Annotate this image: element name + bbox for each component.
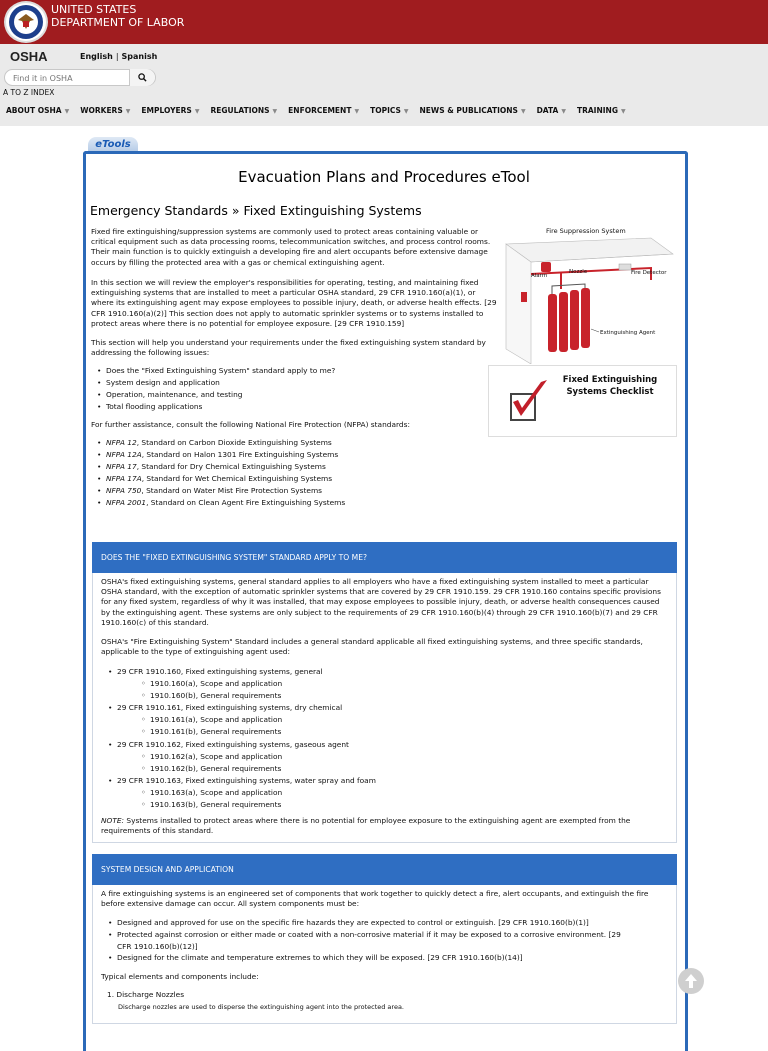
label-fire-detector: Fire Detector — [631, 270, 667, 276]
section-design-panel — [92, 885, 677, 1024]
nfpa-item[interactable] — [96, 485, 486, 497]
osha-logo[interactable]: OSHA — [10, 49, 48, 64]
standard-item — [101, 702, 661, 738]
agency-line-1: UNITED STATES — [51, 3, 137, 16]
nav-employers[interactable] — [135, 102, 204, 120]
language-switcher — [80, 52, 157, 61]
nfpa-list — [96, 437, 486, 509]
nav-label: DATA — [536, 106, 559, 115]
design-paragraph-1: A fire extinguishing systems is an engineered set of components that work together to quickly detect a fire, alert occupants, and extinguish the fire before extensive damage can occur. All system components must be: — [101, 889, 649, 909]
etools-tab[interactable]: eTools — [88, 137, 138, 152]
standards-list — [101, 666, 661, 811]
nfpa-item[interactable] — [96, 449, 486, 461]
apply-paragraph-1: OSHA's fixed extinguishing systems, general standard applies to all employers who have a fixed extinguishing system installed to meet a particular OSHA standard, with the exception of automatic sprinkler systems that are covered by 29 CFR 1910.159. 29 CFR 1910.160 contains specific provisions for any fixed system, regardless of why it was installed, that may expose employees to possible injury, death, or adverse health consequences caused by the extinguishing agent. These systems are only subject to the requirements of 29 CFR 1910.160(b)(4) through 29 CFR 1910.160(b)(7) and 29 CFR 1910.160(c) of this standard. — [101, 577, 661, 627]
component-description: Discharge nozzles are used to disperse the extinguishing agent into the protected area. — [118, 1003, 404, 1012]
standard-label[interactable]: 29 CFR 1910.161, Fixed extinguishing systems, dry chemical — [117, 703, 343, 713]
issues-list — [96, 365, 486, 413]
osha-header — [0, 44, 768, 126]
caret-down-icon: ▼ — [520, 108, 526, 115]
nfpa-item[interactable] — [96, 497, 486, 509]
nav-about-osha[interactable] — [0, 102, 74, 120]
checklist-link[interactable] — [488, 365, 677, 437]
substandard-item[interactable]: ◦ 1910.163(b), General requirements — [117, 799, 661, 811]
apply-note — [101, 816, 669, 836]
nfpa-item[interactable] — [96, 473, 486, 485]
nfpa-title: , Standard for Dry Chemical Extinguishing Systems — [136, 462, 326, 471]
dol-header-bar — [0, 0, 768, 44]
issue-link-apply[interactable]: • Does the "Fixed Extinguishing System" standard apply to me? — [96, 365, 486, 377]
nav-label: TRAINING — [576, 106, 618, 115]
nav-enforcement[interactable] — [282, 102, 364, 120]
substandard-item[interactable]: ◦ 1910.162(b), General requirements — [117, 763, 661, 775]
breadcrumb: Emergency Standards » Fixed Extinguishing Systems — [90, 203, 422, 218]
note-text: Systems installed to protect areas where there is no potential for employee exposure to the extinguishing agent are exempted from the requirements of this standard. — [101, 816, 631, 836]
substandard-item[interactable]: ◦ 1910.163(a), Scope and application — [117, 787, 661, 799]
standard-item — [101, 775, 661, 811]
nfpa-title: , Standard for Wet Chemical Extinguishing Systems — [141, 474, 333, 483]
figure-title: Fire Suppression System — [546, 227, 626, 235]
caret-down-icon: ▼ — [194, 108, 200, 115]
search-input[interactable] — [13, 72, 128, 84]
caret-down-icon: ▼ — [64, 108, 70, 115]
page-title: Evacuation Plans and Procedures eTool — [238, 168, 530, 186]
intro-paragraph-2: In this section we will review the employer's responsibilities for operating, testing, and maintaining fixed extinguishing systems that are installed to meet a particular OSHA standard, 29 CFR 1910.160(a)(1), or where its extinguishing agent may expose employees to possible injury, death, or adverse health effects. [29 CFR 1910.160(a)(2)] This section does not apply to automatic sprinkler systems or to systems installed to protect areas where there is no potential for employee exposure. [29 CFR 1910.159] — [91, 278, 497, 328]
components-list — [107, 990, 667, 1012]
substandard-item[interactable]: ◦ 1910.161(b), General requirements — [117, 726, 661, 738]
site-search — [4, 69, 156, 86]
nav-topics[interactable] — [364, 102, 413, 120]
scroll-to-top-button[interactable] — [678, 968, 704, 994]
design-requirements-list — [101, 917, 621, 964]
component-title: Discharge Nozzles — [116, 990, 185, 999]
nfpa-code: NFPA 2001 — [106, 498, 147, 507]
nfpa-code: NFPA 17A — [106, 474, 142, 483]
checklist-label: Fixed Extinguishing Systems Checklist — [562, 375, 658, 397]
nfpa-code: NFPA 17 — [106, 462, 137, 471]
requirement-item: • Protected against corrosion or either made or coated with a non-corrosive material if it may be exposed to a corrosive environment. [29 CFR 1910.160(b)(12)] — [101, 929, 621, 953]
substandard-item[interactable]: ◦ 1910.162(a), Scope and application — [117, 751, 661, 763]
standard-label[interactable]: 29 CFR 1910.162, Fixed extinguishing systems, gaseous agent — [117, 739, 349, 749]
label-nozzle: Nozzle — [569, 269, 588, 275]
issue-link-design[interactable]: • System design and application — [96, 377, 486, 389]
requirement-item: • Designed for the climate and temperature extremes to which they will be exposed. [29 CFR 1910.160(b)(14)] — [101, 952, 621, 964]
nfpa-title: , Standard on Halon 1301 Fire Extinguishing Systems — [141, 450, 339, 459]
dol-seal-logo[interactable] — [4, 1, 48, 43]
intro-paragraph-3: This section will help you understand your requirements under the fixed extinguishing system standard by addressing the following issues: — [91, 338, 486, 358]
nav-label: EMPLOYERS — [141, 106, 192, 115]
intro-paragraph-1: Fixed fire extinguishing/suppression systems are commonly used to protect areas containing valuable or critical equipment such as data processing rooms, telecommunication switches, and process control rooms. Their main function is to quickly extinguish a developing fire and alert occupants before extensive damage occurs by filling the protected area with a gas or chemical extinguishing agent. — [91, 227, 491, 267]
substandard-item[interactable]: ◦ 1910.161(a), Scope and application — [117, 714, 661, 726]
requirement-item: • Designed and approved for use on the specific fire hazards they are expected to control or extinguish. [29 CFR 1910.160(b)(1)] — [101, 917, 621, 929]
nav-workers[interactable] — [74, 102, 135, 120]
nav-data[interactable] — [531, 102, 571, 120]
arrow-up-icon — [684, 973, 698, 989]
section-heading-design: SYSTEM DESIGN AND APPLICATION — [92, 854, 677, 885]
nfpa-intro: For further assistance, consult the following National Fire Protection (NFPA) standards: — [91, 420, 410, 429]
main-nav — [0, 102, 631, 120]
caret-down-icon: ▼ — [272, 108, 278, 115]
nav-label: REGULATIONS — [210, 106, 270, 115]
note-label: NOTE: — [101, 816, 125, 825]
section-heading-apply: DOES THE "FIXED EXTINGUISHING SYSTEM" STANDARD APPLY TO ME? — [92, 542, 677, 573]
nfpa-code: NFPA 750 — [106, 486, 142, 495]
nfpa-title: , Standard on Clean Agent Fire Extinguishing Systems — [146, 498, 346, 507]
substandard-item[interactable]: ◦ 1910.160(b), General requirements — [117, 690, 661, 702]
nav-label: ABOUT OSHA — [6, 106, 62, 115]
agency-line-2: DEPARTMENT OF LABOR — [51, 16, 185, 29]
department-name[interactable] — [51, 3, 184, 29]
fire-suppression-diagram — [501, 224, 677, 364]
fire-suppression-illustration — [501, 224, 677, 364]
checkmark-icon — [507, 376, 557, 428]
language-separator: | — [115, 52, 119, 61]
label-extinguishing-agent: Extinguishing Agent — [600, 330, 656, 336]
nav-training[interactable] — [571, 102, 631, 120]
apply-paragraph-2: OSHA's "Fire Extinguishing System" Standard includes a general standard applicable all fixed extinguishing systems, and three specific standards, applicable to the type of extinguishing agent used: — [101, 637, 643, 657]
standard-item — [101, 666, 661, 702]
caret-down-icon: ▼ — [125, 108, 131, 115]
caret-down-icon: ▼ — [354, 108, 360, 115]
nav-label: ENFORCEMENT — [288, 106, 352, 115]
standard-label[interactable]: 29 CFR 1910.160, Fixed extinguishing systems, general — [117, 667, 323, 676]
standard-label[interactable]: 29 CFR 1910.163, Fixed extinguishing systems, water spray and foam — [117, 775, 376, 785]
nav-label: TOPICS — [370, 106, 401, 115]
search-button[interactable] — [129, 69, 155, 86]
english-link[interactable]: English — [80, 52, 113, 61]
label-alarm: Alarm — [531, 273, 548, 279]
caret-down-icon: ▼ — [620, 108, 626, 115]
nfpa-item[interactable] — [96, 437, 486, 449]
nav-label: NEWS & PUBLICATIONS — [419, 106, 518, 115]
a-to-z-index-link[interactable]: A TO Z INDEX — [3, 88, 55, 97]
nfpa-code: NFPA 12A — [106, 450, 142, 459]
caret-down-icon: ▼ — [403, 108, 409, 115]
standard-item — [101, 739, 661, 775]
substandard-item[interactable]: ◦ 1910.160(a), Scope and application — [117, 678, 661, 690]
typical-elements-intro: Typical elements and components include: — [101, 972, 259, 981]
nfpa-title: , Standard on Carbon Dioxide Extinguishing Systems — [136, 438, 332, 447]
nav-label: WORKERS — [80, 106, 123, 115]
nav-regulations[interactable] — [204, 102, 282, 120]
caret-down-icon: ▼ — [561, 108, 566, 115]
component-item — [107, 990, 667, 1012]
search-icon — [138, 73, 147, 82]
issue-link-operation[interactable]: • Operation, maintenance, and testing — [96, 389, 486, 401]
issue-link-flooding[interactable]: • Total flooding applications — [96, 401, 486, 413]
component-number: 1. — [107, 990, 115, 999]
nfpa-code: NFPA 12 — [106, 438, 137, 447]
section-apply-panel — [92, 573, 677, 843]
nfpa-item[interactable] — [96, 461, 486, 473]
nav-news-publications[interactable] — [414, 102, 531, 120]
spanish-link[interactable]: Spanish — [121, 52, 158, 61]
nfpa-title: , Standard on Water Mist Fire Protection Systems — [141, 486, 323, 495]
